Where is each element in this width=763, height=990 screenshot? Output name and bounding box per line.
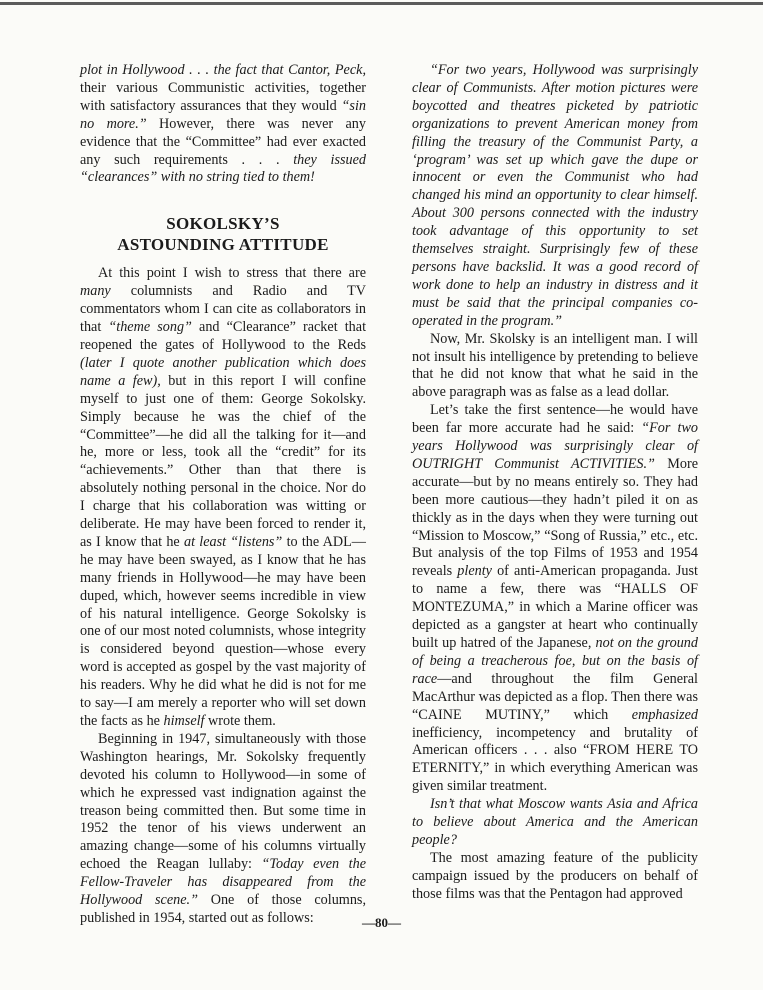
text-run: However, there was never any evidence that the “Committee” had ever exacted any such requirements . . . [80,115,366,168]
text-run: plot in Hollywood . . . the fact that Cantor, Peck, [80,62,366,78]
text-run: of anti-American propaganda. Just to name a few, there was “HALLS OF MONTEZUMA,” in which a Marine officer was depicted as a gangster at heart who continually built up hatred of the Japanese, [412,563,698,651]
text-run: More accurate—but by no means entirely so. They had been more cautious—they hadn’t piled it on as thickly as in the days when they were turning out “Mission to Moscow,” “Song of Russia,” etc., etc. But analysis of the top Films of 1953 and 1954 reveals [412,455,698,580]
right-column [412,62,698,904]
text-run: “For two years, Hollywood was surprisingly clear of Communists. After motion pictures were boycotted and theatres picketed by patriotic organizations to prevent American money from filling the treasury of the Communist Party, a ‘program’ was set up which gave the dupe or innocent or even the Communist who had changed his mind an opportunity to clear himself. About 300 persons connected with the industry took advantage of this opportunity to set themselves straight. Surprisingly few of these persons have backslid. It was a good record of work done to help an industry in distress and it must be said that the principal companies co-operated in the program.” [412,62,698,329]
text-run: “sin no more.” [80,97,366,132]
text-run: to the ADL—he may have been swayed, as I know that he has many friends in Hollywood—he may have been duped, which, however seems incredible in view of his natural intelligence. George Sokolsky is one of our most noted columnists, whose integrity is considered beyond question—whose every word is accepted as gospel by the vast majority of his readers. Why he did what he did is not for me to say—I am merely a reporter who will set down the facts as he [80,533,366,729]
text-run: wrote them. [204,713,276,729]
right-paragraph-2 [412,331,698,403]
page-top-rule [0,2,763,5]
right-paragraph-3 [412,402,698,796]
text-run: Now, Mr. Skolsky is an intelligent man. I will not insult his intelligence by pretending to believe that he did not know that what he said in the above paragraph was as false as a lead dollar. [412,330,698,401]
left-paragraph-3 [80,731,366,928]
right-paragraph-1 [412,62,698,331]
text-run: (later I quote another publication which does name a few), [80,354,366,389]
text-run: their various Communistic activities, together with satisfactory assurances that they would [80,79,366,114]
text-run: but in this report I will confine myself to just one of them: George Sokolsky. Simply because he was the chief of the “Committee”—he did all the talking for it—and he, more or less, took all the “credit” for its “achievements.” Other than that there is absolutely nothing personal in the choice. Nor do I charge that his collaboration was witting or deliberate. He may have been forced to render it, as I know that he [80,372,366,550]
section-heading [80,213,366,255]
text-run: emphasized [631,706,698,723]
text-run: —and throughout the film General MacArthur was depicted as a flop. Then there was “CAINE MUTINY,” which [412,670,698,723]
right-paragraph-4 [412,796,698,850]
page-number: —80— [362,915,401,930]
text-run: and “Clearance” racket that reopened the gates of Hollywood to the Reds [80,319,367,353]
left-column [80,62,366,928]
text-run: One of those columns, published in 1954, started out as follows: [80,892,366,926]
text-run: “For two years Hollywood was surprisingly clear of OUTRIGHT Communist ACTIVITIES.” [412,420,698,472]
text-run: “theme song” [108,319,192,336]
text-run: At this point I wish to stress that there are [98,265,366,282]
left-paragraph-1 [80,62,366,187]
text-run: Isn’t that what Moscow wants Asia and Africa to believe about America and the American people? [412,796,698,848]
text-run: The most amazing feature of the publicity campaign issued by the producers on behalf of those films was that the Pentagon had approved [412,849,698,902]
text-run: many [80,283,111,300]
text-run: they issued “clearances” with no string tied to them! [80,151,366,186]
text-run: at least “listens” [183,533,283,550]
text-run: plenty [457,563,492,580]
right-paragraph-5 [412,850,698,904]
left-paragraph-2 [80,265,366,731]
text-run: “Today even the Fellow-Traveler has disappeared from the Hollywood scene.” [80,856,366,909]
text-run: Let’s take the first sentence—he would have been far more accurate had he said: [412,402,698,437]
text-run: himself [163,713,205,729]
text-run: not on the ground of being a treacherous foe, but on the basis of race [412,635,698,687]
text-run: columnists and Radio and TV commentators whom I can cite as collaborators in that [80,283,366,336]
text-run: inefficiency, incompetency and brutality of American officers . . . also “FROM HERE TO ETERNITY,” in which everything American was given similar treatment. [412,724,698,795]
section-heading-line-2: ASTOUNDING ATTITUDE [117,235,329,255]
text-run: Beginning in 1947, simultaneously with those Washington hearings, Mr. Sokolsky frequently devoted his column to Hollywood—in some of which he expressed vast indignation against the treason being committed then. But some time in 1952 the tenor of his views underwent an amazing change—some of his columns virtually echoed the Reagan lullaby: [80,730,366,873]
section-heading-line-1: SOKOLSKY’S [166,214,280,234]
